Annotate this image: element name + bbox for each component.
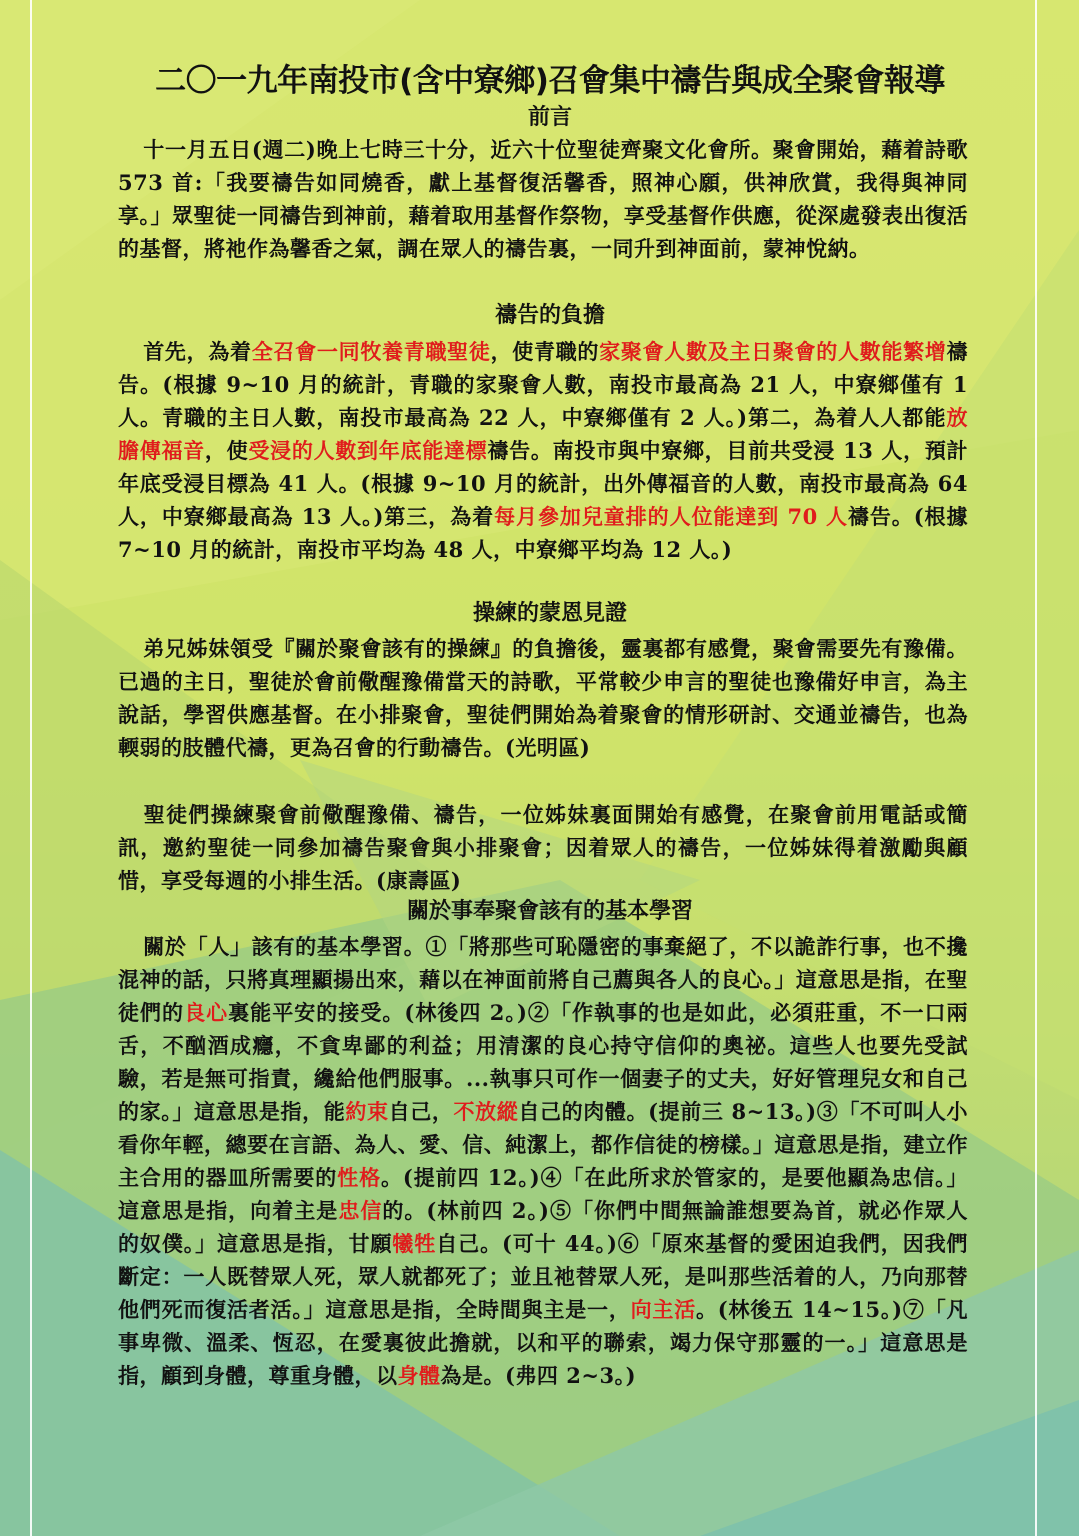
paragraph-prayer-burden — [118, 335, 968, 566]
paragraph-text: 弟兄姊妹領受『關於聚會該有的操練』的負擔後，靈裏都有感覺，聚會需要先有豫備。已過的主日，聖徒於會前儆醒豫備當天的詩歌，平常較少申言的聖徒也豫備好申言，為主說話，學習供應基督。在小排聚會，聖徒們開始為着聚會的情形研討、交通並禱告，也為輭弱的肢體代禱，更為召會的行動禱告。(光明區) — [118, 636, 968, 760]
paragraph-text: 首先，為着 — [143, 339, 252, 364]
paragraph-text: 禱告。(根據 7~10 月的統計，南投市平均為 48 人，中寮鄉平均為 12 人。) — [118, 504, 968, 562]
highlighted-text: 身體 — [397, 1363, 441, 1388]
paragraph-preface — [118, 133, 968, 265]
highlighted-text: 不放縱 — [453, 1099, 519, 1124]
paragraph-text: 裏能平安的接受。(林後四 2。)②「作執事的也是如此，必須莊重，不一口兩舌，不酗酒成癮，不貪卑鄙的利益；用清潔的良心持守信仰的奧祕。這些人也要先受試驗，若是無可指責，纔給他們服事。...執事只可作一個妻子的丈夫，好好管理兒女和自己的家。」這意思是指，能 — [118, 1000, 969, 1124]
highlighted-text: 犧牲 — [392, 1231, 437, 1256]
highlighted-text: 約束 — [345, 1099, 389, 1124]
paragraph-text: ，使 — [204, 438, 249, 463]
paragraph-text: 。(林後五 14~15。)⑦「凡事卑微、溫柔、恆忍，在愛裏彼此擔就，以和平的聯索，竭力保守那靈的一。」這意思是指，顧到身體，尊重身體，以 — [118, 1297, 969, 1388]
left-border-line — [30, 0, 32, 1536]
highlighted-text: 向主活 — [630, 1297, 697, 1322]
paragraph-text: 為是。(弗四 2~3。) — [440, 1363, 637, 1388]
highlighted-text: 全召會一同牧養青職聖徒 — [251, 339, 491, 364]
paragraph-text: 十一月五日(週二)晚上七時三十分，近六十位聖徒齊聚文化會所。聚會開始，藉着詩歌 573 首:「我要禱告如同燒香，獻上基督復活馨香，照神心願，供神欣賞，我得與神同享。」眾聖徒一同禱告到神前，藉着取用基督作祭物，享受基督作供應，從深處發表出復活的基督，將祂作為馨香之氣，調在眾人的禱告裏，一同升到神面前，蒙神悅納。 — [118, 137, 968, 261]
paragraph-text: 的。(林前四 2。)⑤「你們中間無論誰想要為首，就必作眾人的奴僕。」這意思是指，甘願 — [118, 1198, 969, 1256]
highlighted-text: 放膽傳福音 — [118, 405, 968, 463]
paragraph-text: 關於「人」該有的基本學習。①「將那些可恥隱密的事棄絕了，不以詭詐行事，也不攙混神的話，只將真理顯揚出來，藉以在神面前將自己薦與各人的良心。」這意思是指，在聖徒們的 — [118, 934, 968, 1025]
paragraph-basic-learning — [118, 930, 968, 1392]
paragraph-text: ，使青職的 — [490, 339, 600, 364]
paragraph-text: 聖徒們操練聚會前儆醒豫備、禱告，一位姊妹裏面開始有感覺，在聚會前用電話或簡訊，邀約聖徒一同參加禱告聚會與小排聚會；因着眾人的禱告，一位姊妹得着激勵與顧惜，享受每週的小排生活。(康壽區) — [118, 802, 968, 893]
paragraph-text: 禱告。南投市與中寮鄉，目前共受浸 13 人，預計年底受浸目標為 41 人。(根據 9~10 月的統計，出外傳福音的人數，南投市最高為 64 人，中寮鄉最高為 13 人。)第三，為着 — [118, 438, 969, 529]
heading-testimony: 操練的蒙恩見證 — [472, 601, 627, 626]
paragraph-text: 自己的肉體。(提前三 8~13。)③「不可叫人小看你年輕，總要在言語、為人、愛、信、純潔上，都作信徒的榜樣。」這意思是指，建立作主合用的器皿所需要的 — [118, 1099, 968, 1190]
paragraph-text: 自己。(可十 44。)⑥「原來基督的愛困迫我們，因我們斷定：一人既替眾人死，眾人就都死了；並且祂替眾人死，是叫那些活着的人，乃向那替他們死而復活者活。」這意思是指，全時間與主是一， — [118, 1231, 969, 1322]
highlighted-text: 良心 — [184, 1000, 229, 1025]
paragraph-text: 。(提前四 12。)④「在此所求於管家的，是要他顯為忠信。」這意思是指，向着主是 — [118, 1165, 969, 1223]
paragraph-testimony-2 — [118, 798, 968, 897]
paragraph-text: 禱告。(根據 9~10 月的統計，青職的家聚會人數，南投市最高為 21 人，中寮鄉僅有 1 人。青職的主日人數，南投市最高為 22 人，中寮鄉僅有 2 人。)第二，為着人人都能 — [118, 339, 969, 430]
highlighted-text: 性格 — [337, 1165, 381, 1190]
heading-basic-learning: 關於事奉聚會該有的基本學習 — [406, 899, 693, 924]
highlighted-text: 家聚會人數及主日聚會的人數能繁增 — [599, 339, 947, 364]
highlighted-text: 忠信 — [338, 1198, 383, 1223]
page-title: 二〇一九年南投市(含中寮鄉)召會集中禱告與成全聚會報導 — [155, 63, 945, 99]
heading-prayer-burden: 禱告的負擔 — [494, 303, 605, 328]
highlighted-text: 受浸的人數到年底能達標 — [248, 438, 488, 463]
highlighted-text: 每月參加兒童排的人位能達到 70 人 — [494, 504, 848, 529]
paragraph-testimony-1 — [118, 632, 968, 764]
heading-preface: 前言 — [527, 105, 572, 130]
paragraph-text: 自己， — [388, 1099, 454, 1124]
right-border-line — [1035, 0, 1037, 1536]
